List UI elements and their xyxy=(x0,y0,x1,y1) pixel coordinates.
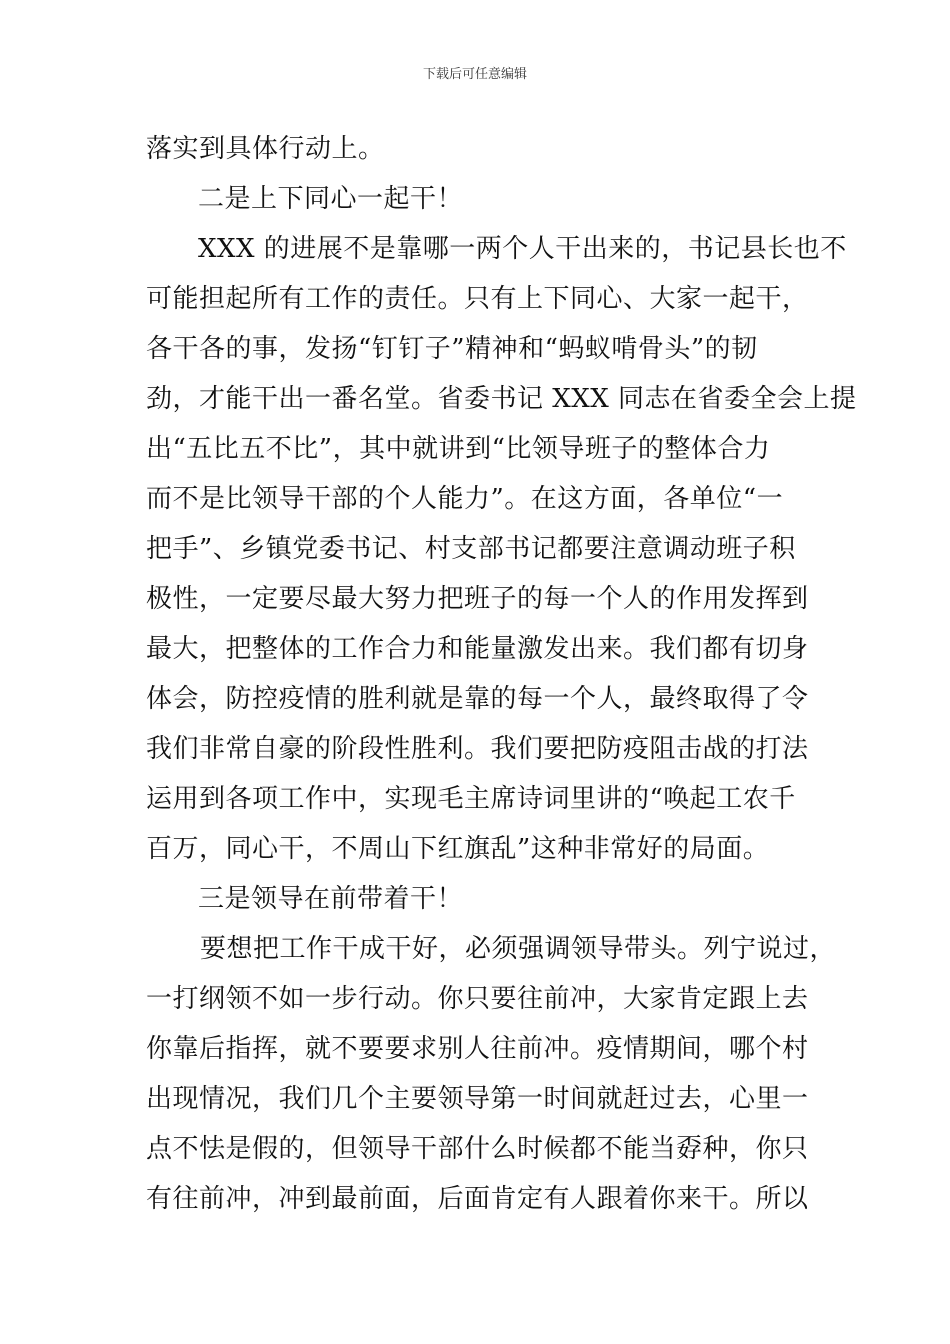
text-line: 出“五比五不比”，其中就讲到“比领导班子的整体合力 xyxy=(146,434,771,464)
text-line: 出现情况，我们几个主要领导第一时间就赶过去，心里一 xyxy=(146,1084,809,1114)
text-line: 体会，防控疫情的胜利就是靠的每一个人，最终取得了令 xyxy=(146,684,809,714)
text-line: 有往前冲，冲到最前面，后面肯定有人跟着你来干。所以 xyxy=(146,1184,809,1214)
text-line: 运用到各项工作中，实现毛主席诗词里讲的“唤起工农千 xyxy=(146,784,796,814)
text-line: 我们非常自豪的阶段性胜利。我们要把防疫阻击战的打法 xyxy=(146,734,809,764)
text-line: 各干各的事，发扬“钉钉子”精神和“蚂蚁啃骨头”的韧 xyxy=(146,334,758,364)
document-body xyxy=(146,124,857,1224)
page-header: 下载后可任意编辑 xyxy=(422,67,527,82)
text-line: 把手”、乡镇党委书记、村支部书记都要注意调动班子积 xyxy=(146,534,796,564)
text-line: 一打纲领不如一步行动。你只要往前冲，大家肯定跟上去 xyxy=(146,984,809,1014)
text-line: 你靠后指挥，就不要要求别人往前冲。疫情期间，哪个村 xyxy=(146,1034,809,1064)
text-line: 点不怯是假的，但领导干部什么时候都不能当孬种，你只 xyxy=(146,1134,809,1164)
text-line: 劲，才能干出一番名堂。省委书记 XXX 同志在省委全会上提 xyxy=(146,384,857,414)
text-line: 落实到具体行动上。 xyxy=(146,134,385,164)
section-heading: 三是领导在前带着干！ xyxy=(198,884,464,914)
text-line: 最大，把整体的工作合力和能量激发出来。我们都有切身 xyxy=(146,634,809,664)
text-line: 而不是比领导干部的个人能力”。在这方面，各单位“一 xyxy=(146,484,784,514)
text-line: 百万，同心干，不周山下红旗乱”这种非常好的局面。 xyxy=(146,834,770,864)
text-line: 极性，一定要尽最大努力把班子的每一个人的作用发挥到 xyxy=(146,584,809,614)
text-line: 可能担起所有工作的责任。只有上下同心、大家一起干， xyxy=(146,284,809,314)
section-heading: 二是上下同心一起干！ xyxy=(198,184,464,214)
paragraph-start: XXX 的进展不是靠哪一两个人干出来的，书记县长也不 xyxy=(198,234,847,264)
paragraph-start: 要想把工作干成干好，必须强调领导带头。列宁说过， xyxy=(200,934,837,964)
